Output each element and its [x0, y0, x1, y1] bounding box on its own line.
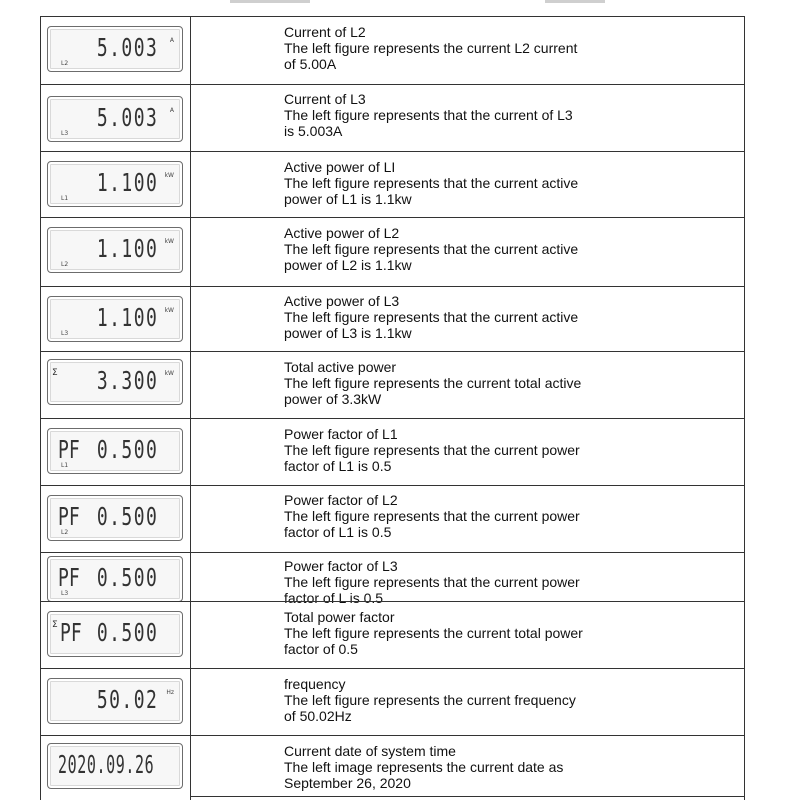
lcd-phase-tag: L1	[61, 462, 69, 469]
description-text: The left figure represents that the current active	[284, 241, 579, 257]
description-text: factor of L is 0.5	[284, 590, 384, 606]
lcd-unit: kW	[164, 307, 174, 314]
table-border	[190, 418, 191, 485]
row-description	[284, 293, 704, 341]
table-row	[40, 601, 745, 668]
description-text: The left figure represents the current total power	[284, 625, 583, 641]
description-text: September 26, 2020	[284, 775, 411, 791]
lcd-display	[47, 428, 183, 474]
lcd-value: 5.003	[96, 103, 158, 132]
table-border	[190, 485, 191, 552]
description-text: The left figure represents that the current power	[284, 442, 580, 458]
table-row	[40, 552, 745, 606]
description-text: of 5.00A	[284, 56, 337, 72]
lcd-display	[47, 161, 183, 207]
table-border	[744, 351, 745, 418]
lcd-display	[47, 495, 183, 541]
lcd-prefix: PF	[58, 563, 80, 592]
description-text: factor of 0.5	[284, 641, 358, 657]
description-text: power of L3 is 1.1kw	[284, 325, 412, 341]
table-border	[744, 286, 745, 351]
table-row	[40, 351, 745, 418]
lcd-value: 0.500	[96, 502, 158, 531]
table-border	[40, 286, 41, 351]
row-description	[284, 743, 704, 791]
description-heading: Active power of L2	[284, 225, 400, 241]
description-heading: Power factor of L1	[284, 426, 398, 442]
lcd-display	[47, 556, 183, 602]
lcd-phase-tag: L3	[61, 130, 69, 137]
table-border	[744, 485, 745, 552]
table-border	[744, 668, 745, 735]
table-border	[744, 217, 745, 286]
table-border	[190, 668, 191, 735]
description-heading: Total power factor	[284, 609, 395, 625]
description-text: The left figure represents that the current power	[284, 574, 580, 590]
table-border	[744, 601, 745, 668]
description-text: The left image represents the current date as	[284, 759, 564, 775]
table-border	[744, 418, 745, 485]
row-description	[284, 359, 704, 407]
table-border	[190, 16, 191, 84]
description-text: of 50.02Hz	[284, 708, 352, 724]
description-heading: Current of L3	[284, 91, 366, 107]
lcd-value: 3.300	[96, 366, 158, 395]
lcd-date-value: 2020.09.26	[58, 750, 155, 779]
table-border	[744, 16, 745, 84]
lcd-phase-tag: L2	[61, 60, 69, 67]
table-border	[40, 552, 41, 601]
table-border	[190, 601, 191, 668]
lcd-prefix: PF	[58, 502, 80, 531]
table-border	[40, 485, 41, 552]
lcd-prefix: PF	[58, 435, 80, 464]
lcd-phase-tag: L2	[61, 529, 69, 536]
table-row	[40, 16, 745, 84]
table-border	[190, 217, 191, 286]
row-description	[284, 558, 704, 606]
table-row	[40, 217, 745, 286]
lcd-unit: kW	[164, 370, 174, 377]
description-text: The left figure represents that the current of L3	[284, 107, 573, 123]
description-text: power of L2 is 1.1kw	[284, 257, 412, 273]
lcd-value: 0.500	[96, 563, 158, 592]
lcd-unit: kW	[164, 238, 174, 245]
table-row	[40, 735, 745, 800]
table-border	[190, 735, 191, 800]
lcd-value: 1.100	[96, 303, 158, 332]
description-text: power of L1 is 1.1kw	[284, 191, 412, 207]
lcd-value: 50.02	[96, 685, 158, 714]
description-heading: Total active power	[284, 359, 397, 375]
lcd-phase-tag: L3	[61, 330, 69, 337]
lcd-unit: A	[169, 107, 174, 114]
description-text: factor of L1 is 0.5	[284, 524, 392, 540]
lcd-phase-tag: L2	[61, 261, 69, 268]
row-description	[284, 225, 704, 273]
lcd-unit: A	[169, 37, 174, 44]
description-text: The left figure represents the current frequency	[284, 692, 576, 708]
table-border	[744, 151, 745, 217]
lcd-display	[47, 678, 183, 724]
table-border	[40, 84, 41, 151]
table-border	[190, 796, 745, 797]
lcd-phase-tag: L1	[61, 195, 69, 202]
row-description	[284, 676, 704, 724]
lcd-value: 0.500	[96, 435, 158, 464]
description-heading: Current of L2	[284, 24, 366, 40]
table-border	[40, 418, 41, 485]
table-border	[40, 668, 41, 735]
table-row	[40, 485, 745, 552]
row-description	[284, 91, 704, 139]
table-border	[744, 735, 745, 800]
table-border	[40, 16, 41, 84]
lcd-display	[47, 227, 183, 273]
row-description	[284, 24, 704, 72]
cropped-header-fragment	[230, 0, 310, 3]
lcd-display	[47, 743, 183, 789]
lcd-value: 0.500	[96, 618, 158, 647]
table-border	[190, 84, 191, 151]
table-row	[40, 151, 745, 217]
lcd-display	[47, 296, 183, 342]
lcd-prefix: PF	[60, 618, 82, 647]
description-heading: frequency	[284, 676, 346, 692]
lcd-display	[47, 359, 183, 405]
description-text: The left figure represents that the current active	[284, 309, 579, 325]
table-border	[744, 552, 745, 601]
lcd-unit: kW	[164, 172, 174, 179]
description-text: is 5.003A	[284, 123, 343, 139]
table-border	[40, 601, 41, 668]
table-border	[190, 286, 191, 351]
cropped-header-fragment	[545, 0, 605, 3]
lcd-unit: Hz	[166, 689, 174, 696]
table-row	[40, 668, 745, 735]
lcd-phase-tag: L3	[61, 590, 69, 597]
table-border	[40, 735, 41, 800]
table-border	[40, 151, 41, 217]
table-border	[40, 351, 41, 418]
row-description	[284, 609, 704, 657]
description-heading: Power factor of L3	[284, 558, 398, 574]
lcd-display	[47, 96, 183, 142]
table-row	[40, 418, 745, 485]
sigma-icon: Σ	[52, 620, 58, 630]
table-row	[40, 286, 745, 351]
description-text: The left figure represents the current total active	[284, 375, 582, 391]
lcd-value: 5.003	[96, 33, 158, 62]
table-border	[190, 351, 191, 418]
row-description	[284, 159, 704, 207]
description-text: power of 3.3kW	[284, 391, 382, 407]
table-border	[744, 84, 745, 151]
description-heading: Current date of system time	[284, 743, 456, 759]
description-text: The left figure represents that the current active	[284, 175, 579, 191]
row-description	[284, 426, 704, 474]
table-border	[190, 552, 191, 601]
lcd-display	[47, 26, 183, 72]
lcd-display	[47, 611, 183, 657]
row-description	[284, 492, 704, 540]
description-heading: Power factor of L2	[284, 492, 398, 508]
lcd-value: 1.100	[96, 234, 158, 263]
description-text: The left figure represents the current L2 current	[284, 40, 578, 56]
table-border	[190, 151, 191, 217]
lcd-value: 1.100	[96, 168, 158, 197]
table-border	[40, 217, 41, 286]
description-text: The left figure represents that the current power	[284, 508, 580, 524]
description-heading: Active power of L3	[284, 293, 400, 309]
description-heading: Active power of LI	[284, 159, 396, 175]
table-row	[40, 84, 745, 151]
sigma-icon: Σ	[52, 368, 58, 378]
description-text: factor of L1 is 0.5	[284, 458, 392, 474]
